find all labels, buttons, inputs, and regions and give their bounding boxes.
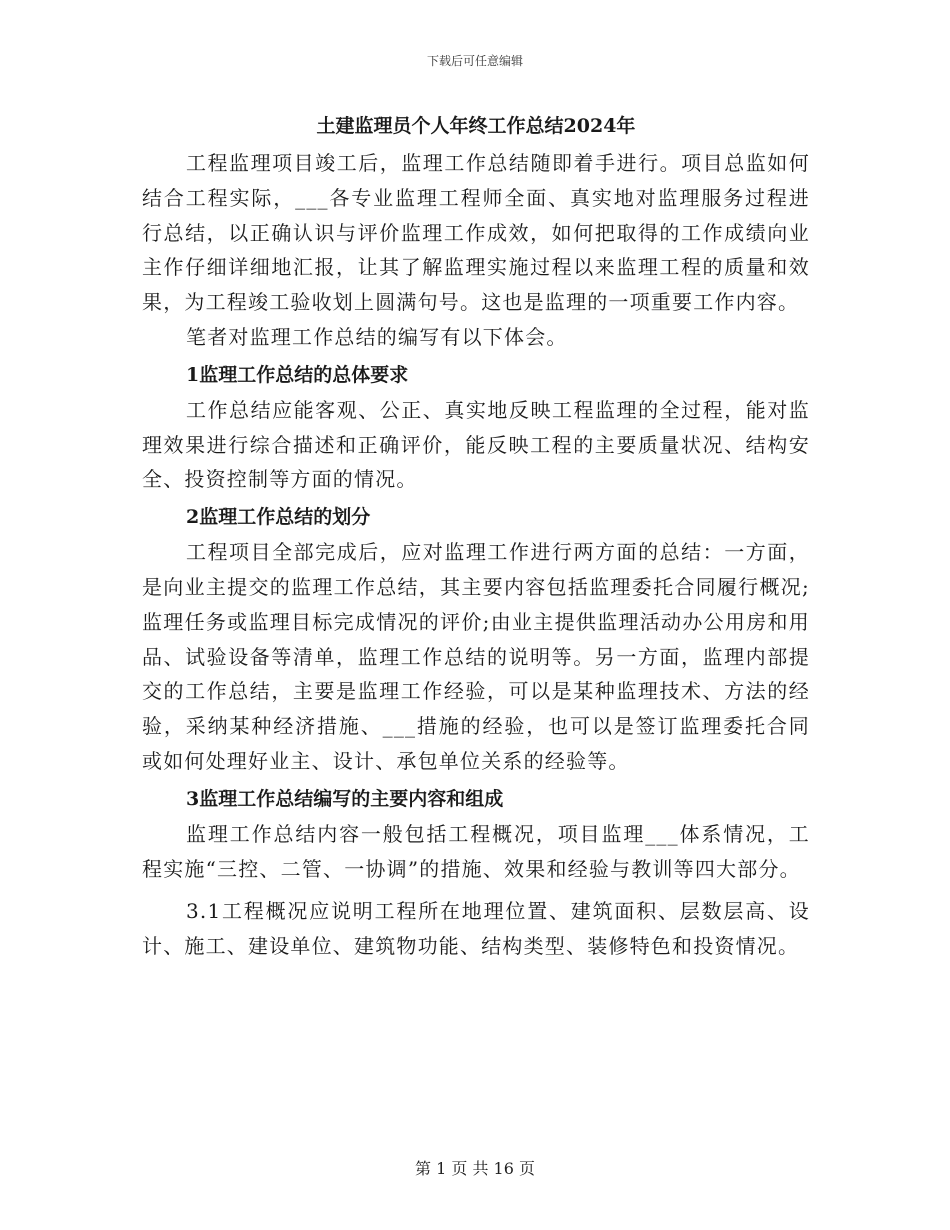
section-heading-2: 2监理工作总结的划分 xyxy=(186,506,371,529)
document-title: 土建监理员个人年终工作总结2024年 xyxy=(316,115,636,137)
document-body xyxy=(142,112,810,964)
paragraph-section-1: 工作总结应能客观、公正、真实地反映工程监理的全过程，能对监理效果进行综合描述和正确评价，能反映工程的主要质量状况、结构安全、投资控制等方面的情况。 xyxy=(142,397,810,492)
section-heading-1: 1监理工作总结的总体要求 xyxy=(186,363,409,386)
paragraph-section-3: 监理工作总结内容一般包括工程概况，项目监理___体系情况，工程实施“三控、二管、一协调”的措施、效果和经验与教训等四大部分。 xyxy=(142,821,810,881)
paragraph-section-2: 工程项目全部完成后，应对监理工作进行两方面的总结：一方面，是向业主提交的监理工作总结，其主要内容包括监理委托合同履行概况;监理任务或监理目标完成情况的评价;由业主提供监理活动办公用房和用品、试验设备等清单，监理工作总结的说明等。另一方面，监理内部提交的工作总结，主要是监理工作经验，可以是某种监理技术、方法的经验，采纳某种经济措施、___措施的经验，也可以是签订监理委托合同或如何处理好业主、设计、承包单位关系的经验等。 xyxy=(142,540,810,773)
page-number-footer: 第 1 页 共 16 页 xyxy=(415,1159,535,1178)
section-heading-3: 3监理工作总结编写的主要内容和组成 xyxy=(186,787,504,810)
paragraph-intro: 工程监理项目竣工后，监理工作总结随即着手进行。项目总监如何结合工程实际，___各专业监理工程师全面、真实地对监理服务过程进行总结，以正确认识与评价监理工作成效，如何把取得的工作成绩向业主作仔细详细地汇报，让其了解监理实施过程以来监理工程的质量和效果，为工程竣工验收划上圆满句号。这也是监理的一项重要工作内容。 xyxy=(142,151,810,315)
page-header-note: 下载后可任意编辑 xyxy=(426,54,523,68)
paragraph-experience: 笔者对监理工作总结的编写有以下体会。 xyxy=(186,324,568,349)
paragraph-section-3-1: 3.1工程概况应说明工程所在地理位置、建筑面积、层数层高、设计、施工、建设单位、建筑物功能、结构类型、装修特色和投资情况。 xyxy=(142,899,810,959)
